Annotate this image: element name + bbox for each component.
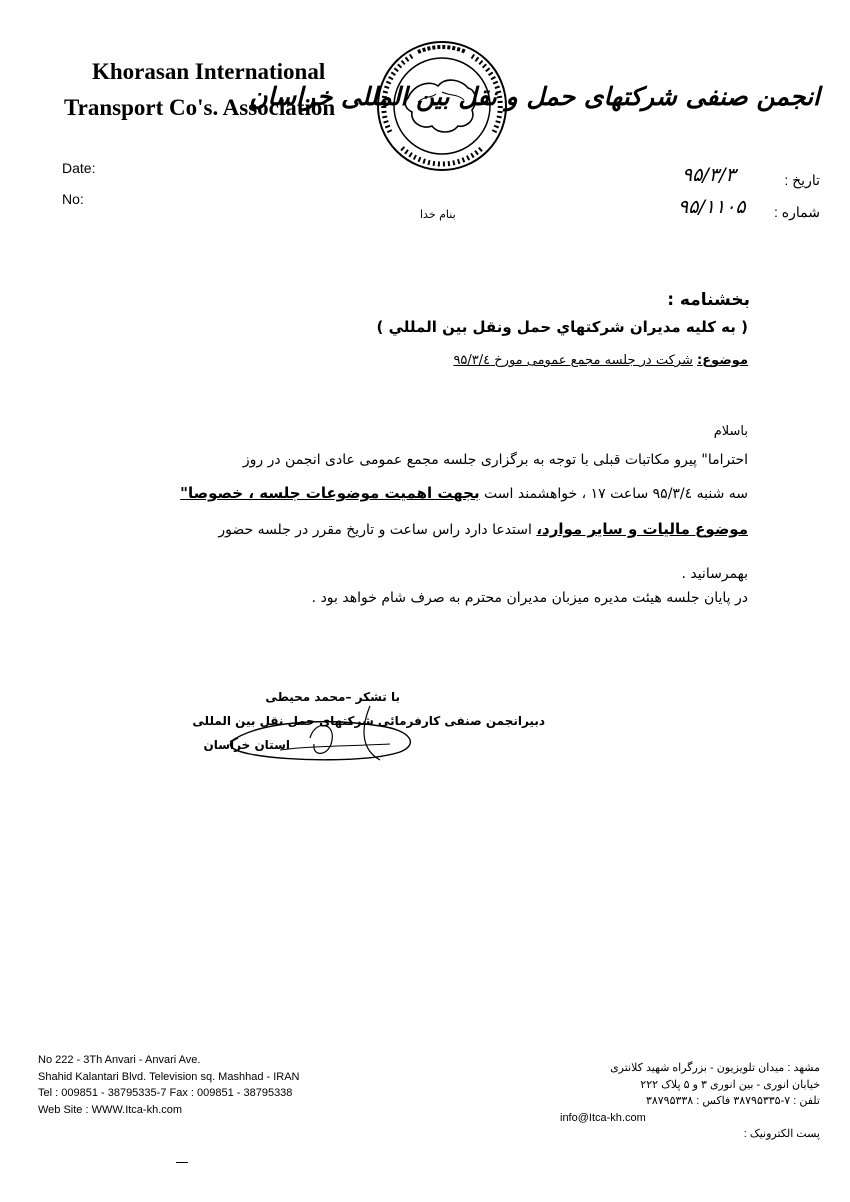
signature-scribble-icon [220, 700, 440, 770]
footer-email: info@Itca-kh.com [560, 1111, 646, 1124]
org-name-en-line1: Khorasan International [92, 59, 326, 84]
signature-region: استان خراسان [203, 738, 290, 752]
footer-address-fa-line: مشهد : میدان تلویزیون - بزرگراه شهید کلانتری [610, 1062, 820, 1074]
footer-address-fa [520, 1060, 820, 1143]
paragraph-line-5: در پایان جلسه هیئت مدیره میزبان مدیران محترم به صرف شام خواهد بود . [311, 590, 748, 606]
recipient-line: ( به كليه مديران شركتهاي حمل ونقل بين المللي ) [376, 318, 748, 336]
scan-mark [176, 1162, 188, 1163]
signature-title: دبیرانجمن صنفی کارفرمائی شرکتهای حمل نقل بین المللی [192, 714, 545, 728]
paragraph-line-4: بهمرسانید . [681, 566, 748, 582]
subject-label: موضوع: [697, 353, 748, 368]
org-name-en-line2: Transport Co's. Association [64, 95, 336, 120]
paragraph-line-3 [108, 520, 748, 538]
footer-address-line: No 222 - 3Th Anvari - Anvari Ave. [38, 1054, 201, 1066]
footer-address-line: Shahid Kalantari Blvd. Television sq. Mashhad - IRAN [38, 1070, 300, 1083]
subject-line [288, 353, 748, 368]
footer-address-en [38, 1052, 300, 1118]
circular-heading: بخشنامه : [667, 290, 750, 310]
footer-phone-fax-fa: تلفن : ۷-۳۸۷۹۵۳۳۵ فاکس : ۳۸۷۹۵۳۳۸ [645, 1095, 820, 1107]
paragraph-line-3-emphasis: موضوع مالیات و سایر موارد، [536, 520, 748, 538]
footer-phone-fax: Tel : 009851 - 38795335-7 Fax : 009851 - 38795338 [38, 1087, 293, 1099]
greeting: باسلام [713, 424, 748, 439]
date-label-en: Date: [62, 160, 96, 176]
footer-website: Web Site : WWW.Itca-kh.com [38, 1103, 183, 1116]
number-label-en: No: [62, 191, 84, 207]
paragraph-line-1: احتراما" پیرو مکاتبات قبلی با توجه به برگزاری جلسه مجمع عمومی عادی انجمن در روز [242, 452, 748, 468]
subject-text: شرکت در جلسه مجمع عمومی مورخ ۹۵/۳/٤ [453, 353, 693, 368]
footer-address-fa-line: خیابان انوری - بین انوری ۳ و ۵ پلاک ۲۲۲ [640, 1078, 820, 1091]
paragraph-line-3-plain: استدعا دارد راس ساعت و تاریخ مقرر در جلسه حضور [218, 522, 532, 538]
footer-email-label-fa: پست الکترونیک : [743, 1128, 820, 1140]
paragraph-line-2-plain: سه شنبه ۹۵/۳/٤ ساعت ۱۷ ، خواهشمند است [484, 486, 748, 502]
handwritten-signature [220, 700, 440, 770]
signature-thanks: با تشکر –محمد محیطی [265, 690, 400, 704]
date-label-fa: تاریخ : [784, 172, 820, 188]
number-value: ۹۵/۱۱۰۵ [678, 196, 746, 218]
paragraph-line-2-emphasis: بجهت اهمیت موضوعات جلسه ، خصوصا" [180, 484, 480, 502]
date-value: ۹۵/۳/۳ [682, 164, 736, 186]
bismillah-text: بنام خدا [420, 208, 456, 221]
number-label-fa: شماره : [774, 204, 820, 220]
paragraph-line-2 [108, 484, 748, 502]
org-name-fa: انجمن صنفی شرکتهای حمل و نقل بین المللی خراسان [249, 82, 820, 111]
